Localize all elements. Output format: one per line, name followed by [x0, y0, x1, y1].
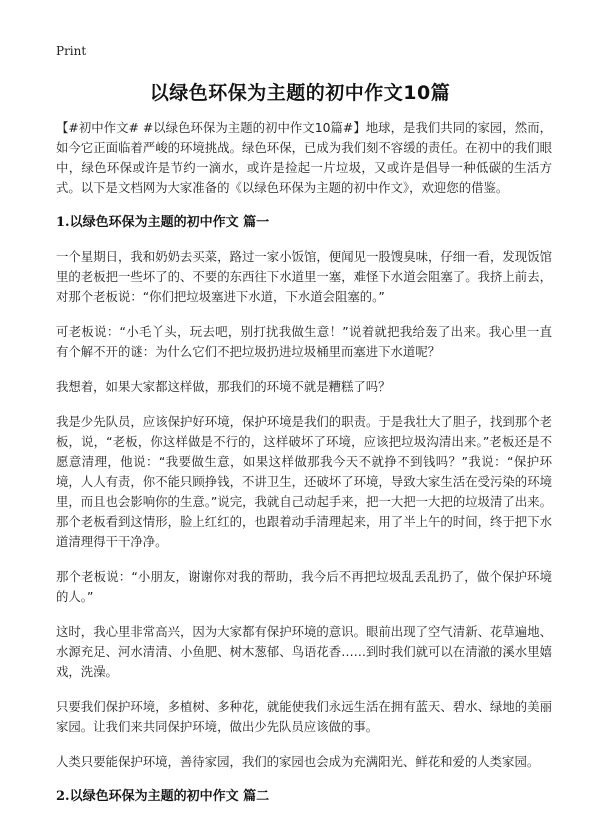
section-heading: 2.以绿色环保为主题的初中作文 篇二 — [56, 789, 270, 804]
paragraph: 一个星期日，我和奶奶去买菜，路过一家小饭馆，便闻见一股馊臭味，仔细一看，发现饭馆里的老板把一些坏了的、不要的东西往下水道里一塞，难怪下水道会阻塞了。我挤上前去，对那个老板说：“你们把垃圾塞进下水道，下水道会阻塞的。” — [56, 249, 552, 304]
intro-text: 地球，是我们共同的家园，然而，如今它正面临着严峻的环境挑战。绿色环保，已成为我们刻不容缓的责任。在初中的我们眼中，绿色环保或许是节约一滴水，或许是捡起一片垃圾，又或许是倡导一种低碳的生活方式。以下是文档网为大家准备的《以绿色环保为主题的初中作文》，欢迎您的借鉴。 — [56, 120, 553, 195]
paragraph: 可老板说：“小毛丫头，玩去吧，别打扰我做生意！”说着就把我给轰了出来。我心里一直有个解不开的谜：为什么它们不把垃圾扔进垃圾桶里而塞进下水道呢？ — [56, 324, 552, 359]
intro-tag: 【#初中作文# #以绿色环保为主题的初中作文10篇#】 — [56, 120, 366, 135]
article-body — [56, 118, 552, 821]
paragraph: 我想着，如果大家都这样做，那我们的环境不就是糟糕了吗？ — [56, 379, 391, 394]
print-link[interactable]: Print — [56, 44, 87, 58]
paragraph: 那个老板说：“小朋友，谢谢你对我的帮助，我今后不再把垃圾乱丢乱扔了，做个保护环境的人。” — [56, 569, 552, 604]
paragraph: 这时，我心里非常高兴，因为大家都有保护环境的意识。眼前出现了空气清新、花草遍地、水源充足、河水清清、小鱼肥、树木葱郁、鸟语花香……到时我们就可以在清澈的溪水里嬉戏，洗澡。 — [56, 624, 552, 679]
paragraph: 我是少先队员，应该保护好环境，保护环境是我们的职责。于是我壮大了胆子，找到那个老板，说，“老板，你这样做是不行的，这样破坏了环境，应该把垃圾沟清出来。”老板还是不愿意清理，他说：“我要做生意，如果这样做那我今天不就挣不到钱吗？”我说：“保护环境，人人有责，你不能只顾挣钱，不讲卫生，还破坏了环境，导致大家生活在受污染的环境里，而且也会影响你的生意。”说完，我就自己动起手来，把一大把一大把的垃圾清了出来。那个老板看到这情形，脸上红红的，也跟着动手清理起来，用了半上午的时间，终于把下水道清理得干干净净。 — [56, 414, 552, 549]
paragraph: 只要我们保护环境，多植树、多种花，就能使我们永远生活在拥有蓝天、碧水、绿地的美丽家园。让我们来共同保护环境，做出少先队员应该做的事。 — [56, 699, 552, 734]
section-heading: 1.以绿色环保为主题的初中作文 篇一 — [56, 215, 270, 230]
paragraph: 人类只要能保护环境，善待家园，我们的家园也会成为充满阳光、鲜花和爱的人类家园。 — [56, 754, 540, 769]
intro-paragraph — [56, 118, 552, 198]
page-title: 以绿色环保为主题的初中作文10篇 — [149, 82, 451, 104]
